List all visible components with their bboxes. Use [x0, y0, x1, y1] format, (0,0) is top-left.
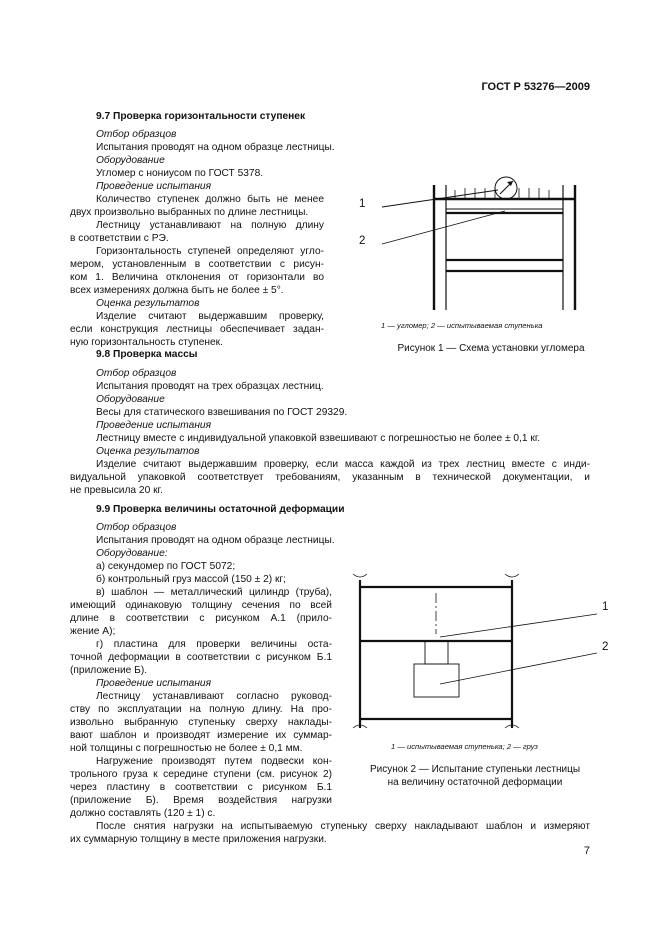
figure-1-label-1: 1 [359, 198, 366, 210]
s99-equipment-label: Оборудование: [96, 548, 168, 559]
figure-1-caption: Рисунок 1 — Схема установки угломера [397, 343, 585, 354]
figure-2-label-2: 2 [602, 641, 609, 653]
figure-1-ladder-protractor [345, 160, 605, 320]
s97-results-line: если конструкция лестницы обеспечивает задан- [70, 324, 324, 335]
s99-procedure-line: их суммарную толщину в месте приложения нагрузки. [70, 834, 327, 845]
figure-2-legend: 1 — испытываемая ступенька; 2 — груз [391, 742, 538, 751]
figure-2-label-1: 1 [602, 601, 609, 613]
s97-proc-line: Горизонтальность ступеней определяют угло- [96, 246, 324, 257]
s99-equipment-b: б) контрольный груз массой (150 ± 2) кг; [96, 574, 286, 585]
s98-results-label: Оценка результатов [96, 446, 200, 457]
s97-sampling-label: Отбор образцов [96, 129, 177, 140]
s99-equipment-v: жение А); [70, 626, 116, 637]
s98-results-line: не превысила 20 кг. [70, 485, 163, 496]
s97-proc-line: мером, установленным в соответствии с рисун- [70, 259, 324, 270]
s98-procedure-text: Лестницу вместе с индивидуальной упаковкой взвешивают с погрешностью не более ± 0,1 кг. [96, 433, 541, 444]
s99-equipment-v: длине в соответствии с рисунком А.1 (прило- [70, 613, 332, 624]
s99-equipment-g: (приложение Б). [70, 665, 148, 676]
figure-1-legend: 1 — угломер; 2 — испытываемая ступенька [381, 321, 543, 330]
s97-proc-line: ком 1. Величина отклонения от горизонтали во [70, 272, 324, 283]
s97-equipment-text: Угломер с нониусом по ГОСТ 5378. [96, 168, 264, 179]
figure-1-label-2: 2 [359, 235, 366, 247]
s97-results-line: Изделие считают выдержавшим проверку, [96, 311, 324, 322]
s97-proc-line: Лестницу устанавливают на полную длину [96, 220, 324, 231]
s97-proc-line: Количество ступенек должно быть не менее [96, 194, 324, 205]
s98-sampling-text: Испытания проводят на трех образцах лестниц. [96, 381, 324, 392]
s99-equipment-g: точной деформации в соответствии с рисунком Б.1 [70, 652, 332, 663]
page-number: 7 [583, 845, 590, 857]
s99-procedure-line: ной толщины с погрешностью не более ± 0,1 мм. [70, 743, 303, 754]
s98-results-line: видуальной упаковкой соответствует требованиям, указанным в технической документации, и [70, 472, 590, 483]
s99-procedure-line: Нагружение производят путем подвески кон- [96, 756, 332, 767]
s99-procedure-label: Проведение испытания [96, 678, 212, 689]
s97-proc-line: всех измерениях должна быть не более ± 5°. [70, 285, 284, 296]
section-9-8-title: 9.8 Проверка массы [96, 349, 198, 360]
s99-procedure-line: (приложение Б). Время воздействия нагрузки [70, 795, 332, 806]
s99-equipment-g: г) пластина для проверки величины оста- [96, 639, 332, 650]
s98-sampling-label: Отбор образцов [96, 368, 177, 379]
s97-proc-line: двух произвольно выбранных по длине лестницы. [70, 207, 309, 218]
s99-procedure-line: Лестницу устанавливают согласно руковод- [96, 691, 332, 702]
s97-results-line: ную горизонтальность ступенек. [70, 337, 223, 348]
s98-results-line: Изделие считают выдержавшим проверку, если масса каждой из трех лестниц вместе с инди- [96, 459, 590, 470]
figure-2-caption-line-1: Рисунок 2 — Испытание ступеньки лестницы [369, 764, 581, 775]
s98-equipment-text: Весы для статического взвешивания по ГОСТ 29329. [96, 407, 348, 418]
s97-procedure-label: Проведение испытания [96, 181, 212, 192]
s99-procedure-line: извольно выбранную ступеньку сверху наклады- [70, 717, 332, 728]
s99-procedure-line: через пластину в соответствии с рисунком Б.1 [70, 782, 332, 793]
section-9-7-title: 9.7 Проверка горизонтальности ступенек [96, 111, 306, 122]
figure-2-caption-line-2: на величину остаточной деформации [387, 777, 563, 788]
s97-proc-line: в соответствии с РЭ. [70, 233, 169, 244]
s99-procedure-line: должно составлять (120 ± 1) с. [70, 808, 216, 819]
s99-equipment-v: в) шаблон — металлический цилиндр (труба), [96, 587, 332, 598]
s99-sampling-text: Испытания проводят на одном образце лестницы. [96, 535, 335, 546]
s99-equipment-v: имеющий одинаковую толщину сечения по всей [70, 600, 332, 611]
s98-procedure-label: Проведение испытания [96, 420, 212, 431]
s99-equipment-a: а) секундомер по ГОСТ 5072; [96, 561, 236, 572]
s99-procedure-line: трольного груза к середине ступени (см. рисунок 2) [70, 769, 332, 780]
page-header: ГОСТ Р 53276—2009 [481, 81, 590, 93]
s97-sampling-text: Испытания проводят на одном образце лестницы. [96, 142, 335, 153]
figure-2-step-load-test [340, 570, 610, 740]
s98-equipment-label: Оборудование [96, 394, 165, 405]
s99-procedure-line: ству по эксплуатации на полную длину. На про- [70, 704, 332, 715]
s97-results-label: Оценка результатов [96, 298, 200, 309]
s99-sampling-label: Отбор образцов [96, 522, 177, 533]
section-9-9-title: 9.9 Проверка величины остаточной деформации [96, 504, 345, 515]
s99-procedure-line: После снятия нагрузки на испытываемую ступеньку сверху накладывают шаблон и измеряют [96, 821, 590, 832]
s99-procedure-line: вают шаблон и производят измерение их суммар- [70, 730, 332, 741]
s97-equipment-label: Оборудование [96, 155, 165, 166]
